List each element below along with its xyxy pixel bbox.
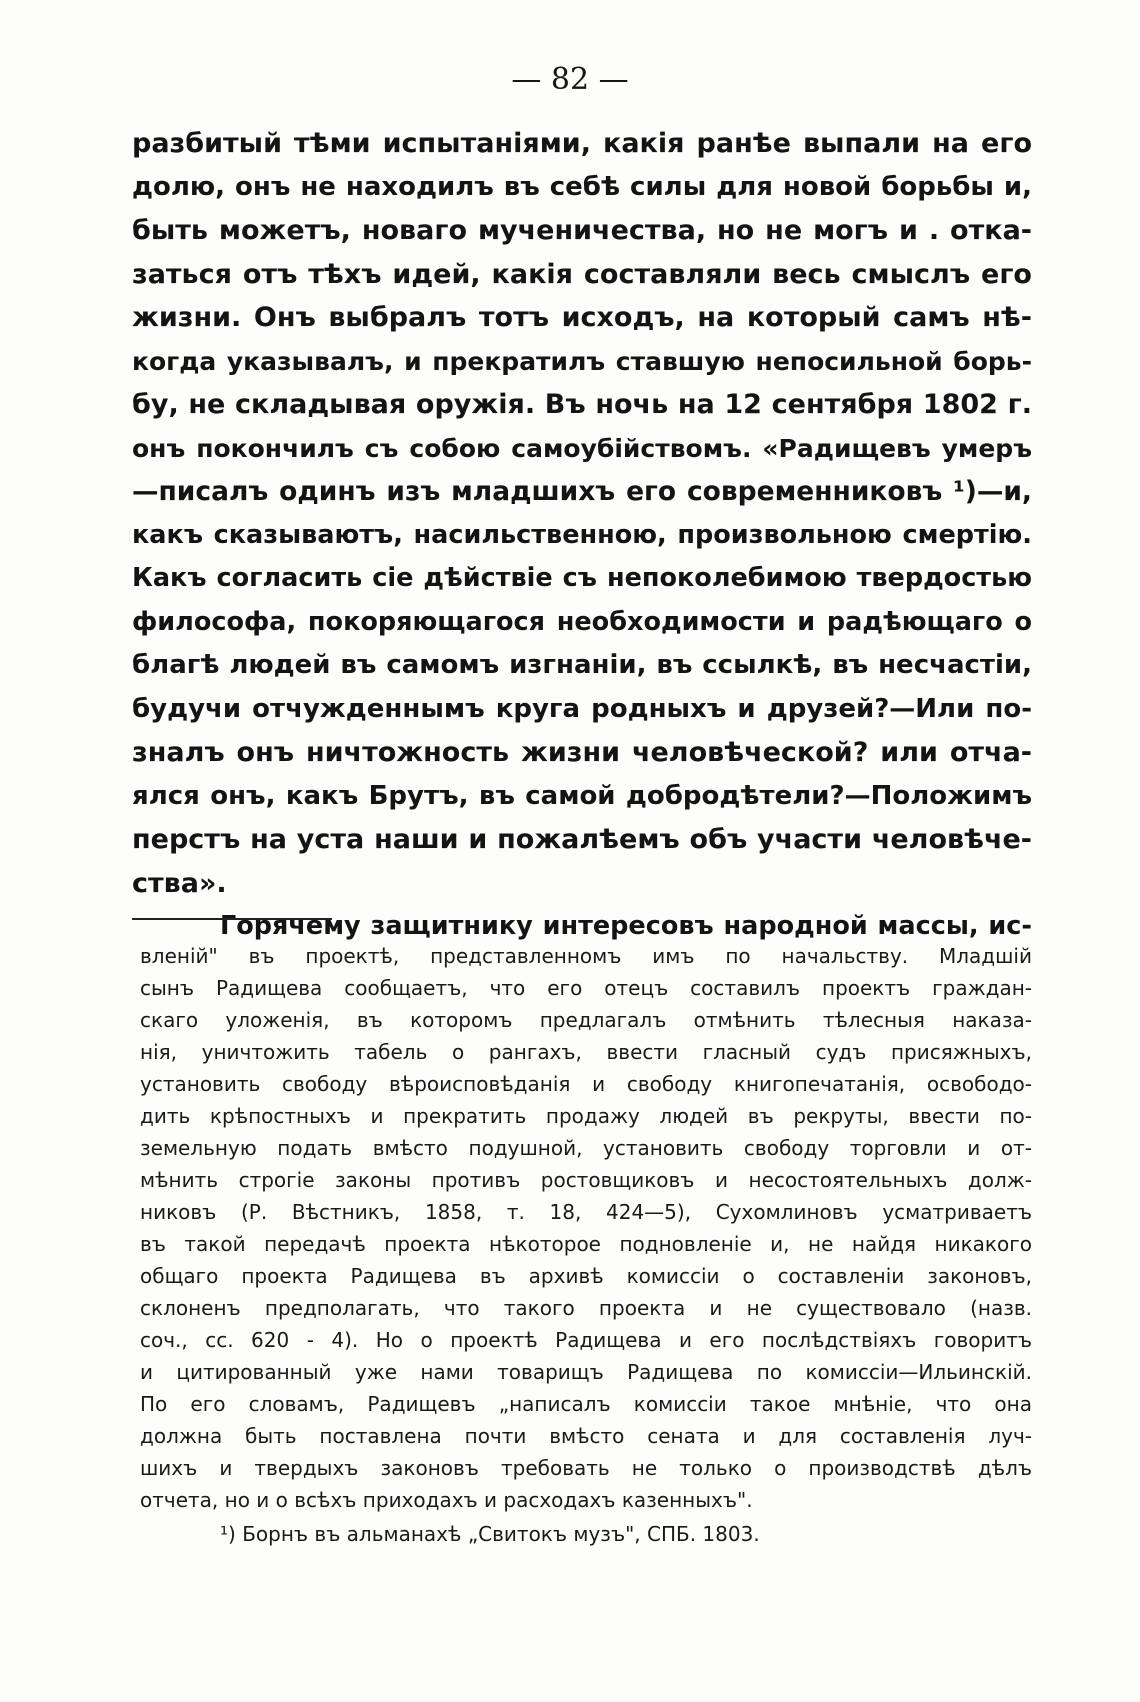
- text-line: жизни. Онъ выбралъ тотъ исходъ, на который самъ нѣ-: [132, 302, 1032, 333]
- footnote-line: склоненъ предполагать, что такого проекта и не существовало (назв.: [140, 1296, 1032, 1320]
- footnote-line: отчета, но и о всѣхъ приходахъ и расходахъ казенныхъ".: [140, 1488, 753, 1512]
- text-line: ялся онъ, какъ Брутъ, въ самой добродѣтели?—Положимъ: [132, 780, 1032, 811]
- text-line: бу, не складывая оружія. Въ ночь на 12 сентября 1802 г.: [132, 389, 1032, 420]
- footnote-reference: [140, 1518, 1032, 1550]
- footnote-reference-text: Борнъ въ альманахѣ „Свитокъ музъ", СПБ. 1803.: [242, 1522, 760, 1546]
- paragraph-first-line: Горячему защитнику интересовъ народной массы, ис-: [220, 911, 1032, 941]
- footnote-line: вленій" въ проектѣ, представленномъ имъ по начальству. Младшій: [140, 944, 1032, 968]
- text-line: когда указывалъ, и прекратилъ ставшую непосильной борь-: [132, 346, 1032, 376]
- footnotes-block: [140, 940, 1032, 1550]
- footnote-line: установить свободу вѣроисповѣданія и свободу книгопечатанія, освободо-: [140, 1072, 1032, 1096]
- text-line: долю, онъ не находилъ въ себѣ силы для новой борьбы и,: [132, 171, 1032, 202]
- footnote-line: должна быть поставлена почти вмѣсто сената и для составленія луч-: [140, 1424, 1032, 1448]
- footnote-line: нія, уничтожить табель о рангахъ, ввести гласный судъ присяжныхъ,: [140, 1040, 1032, 1064]
- footnote-divider: [132, 918, 332, 920]
- footnote-line: общаго проекта Радищева въ архивѣ комиссіи о составленіи законовъ,: [140, 1264, 1032, 1288]
- text-line: Какъ согласить сіе дѣйствіе съ непоколебимою твердостью: [132, 563, 1032, 593]
- text-line: заться отъ тѣхъ идей, какія составляли весь смыслъ его: [132, 258, 1032, 290]
- main-text-block: [132, 122, 1032, 949]
- text-line: —писалъ одинъ изъ младшихъ его современниковъ ¹)—и,: [132, 476, 1032, 507]
- text-line: быть можетъ, новаго мученичества, но не могъ и . отка-: [132, 215, 1032, 246]
- footnote-line: По его словамъ, Радищевъ „написалъ комиссіи такое мнѣніе, что она: [140, 1392, 1032, 1416]
- footnote-line: въ такой передачѣ проекта нѣкоторое подновленіе и, не найдя никакого: [140, 1232, 1032, 1256]
- text-line: перстъ на уста наши и пожалѣемъ объ участи человѣче-: [132, 824, 1032, 855]
- text-line: будучи отчужденнымъ круга родныхъ и друзей?—Или по-: [132, 693, 1032, 724]
- footnote-line: соч., сс. 620 - 4). Но о проектѣ Радищева и его послѣдствіяхъ говоритъ: [140, 1328, 1032, 1352]
- text-line: философа, покоряющагося необходимости и радѣющаго о: [132, 606, 1032, 637]
- footnote-line: шихъ и твердыхъ законовъ требовать не только о производствѣ дѣлъ: [140, 1456, 1032, 1480]
- text-line: разбитый тѣми испытаніями, какія ранѣе выпали на его: [132, 128, 1032, 159]
- footnote-marker: ¹): [220, 1522, 236, 1546]
- page-number: — 82 —: [511, 62, 629, 97]
- footnote-line: мѣнить строгіе законы противъ ростовщиковъ и несостоятельныхъ долж-: [140, 1168, 1032, 1192]
- footnote-line: никовъ (Р. Вѣстникъ, 1858, т. 18, 424—5), Сухомлиновъ усматриваетъ: [140, 1200, 1032, 1224]
- text-line: онъ покончилъ съ собою самоубійствомъ. «Радищевъ умеръ: [132, 433, 1032, 463]
- text-line: зналъ онъ ничтожность жизни человѣческой? или отча-: [132, 737, 1032, 768]
- footnote-line: и цитированный уже нами товарищъ Радищева по комиссіи—Ильинскій.: [140, 1360, 1032, 1384]
- footnote-line: сынъ Радищева сообщаетъ, что его отецъ составилъ проектъ граждан-: [140, 976, 1032, 1000]
- text-line: благѣ людей въ самомъ изгнаніи, въ ссылкѣ, въ несчастіи,: [132, 650, 1032, 680]
- footnote-line: дить крѣпостныхъ и прекратить продажу людей въ рекруты, ввести по-: [140, 1104, 1032, 1128]
- text-line: какъ сказываютъ, насильственною, произвольною смертію.: [132, 519, 1032, 550]
- text-line: ства».: [132, 867, 227, 899]
- footnote-line: земельную подать вмѣсто подушной, установить свободу торговли и от-: [140, 1136, 1032, 1160]
- footnote-line: скаго уложенія, въ которомъ предлагалъ отмѣнить тѣлесныя наказа-: [140, 1008, 1032, 1032]
